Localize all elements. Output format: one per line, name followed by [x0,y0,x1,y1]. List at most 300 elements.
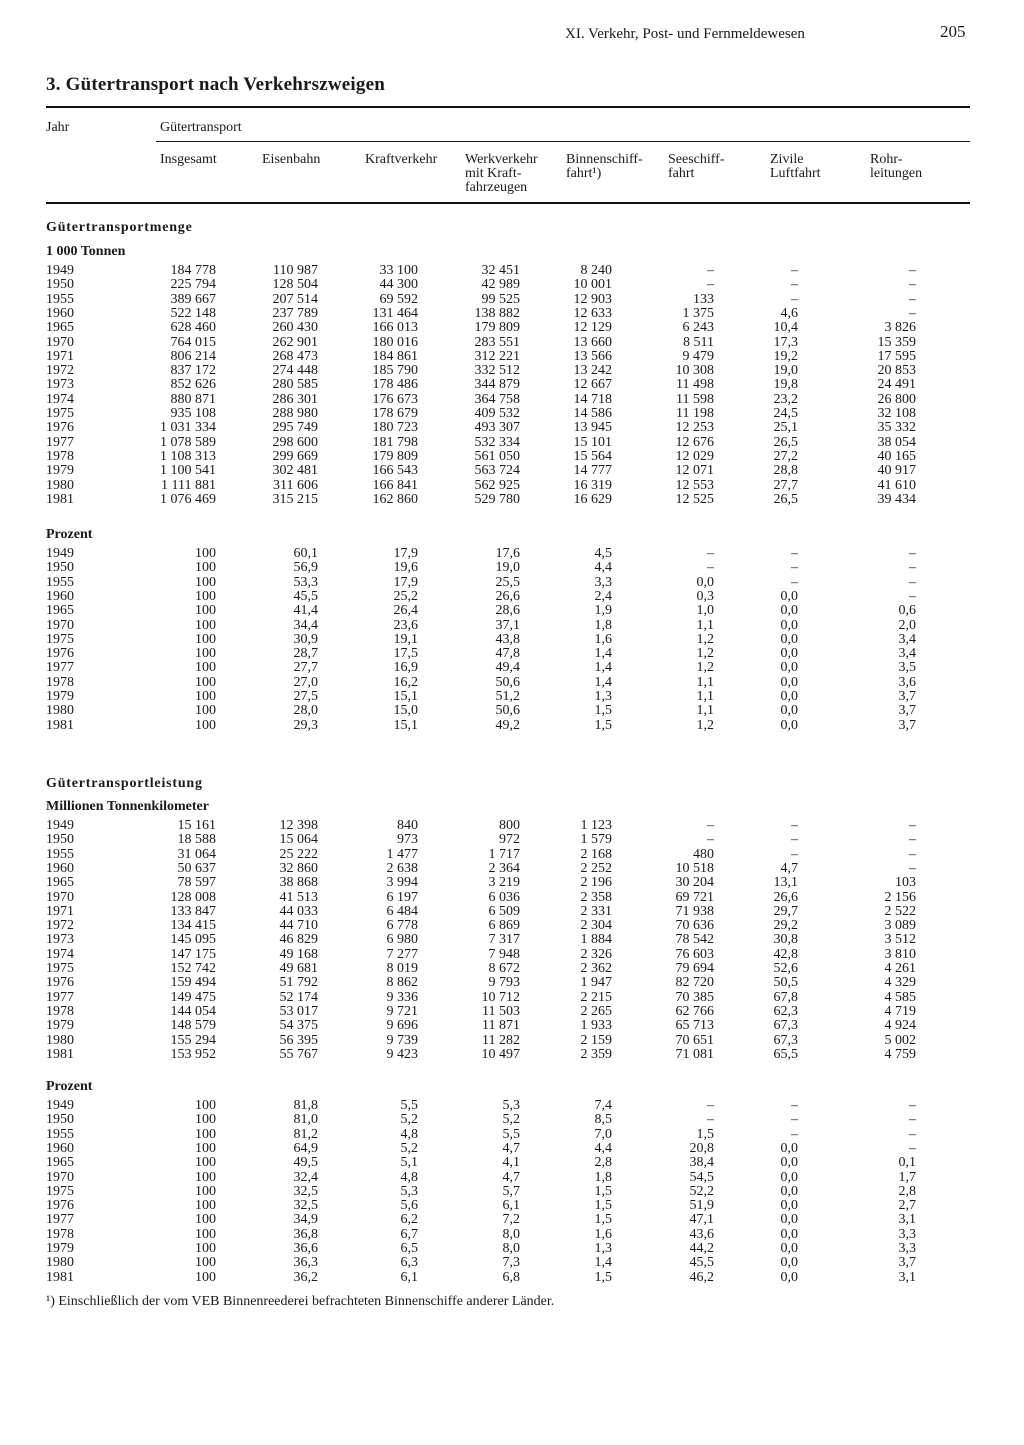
value-cell: 78 542 [675,932,714,948]
year-cell: 1955 [46,846,74,862]
value-cell: 176 673 [372,391,418,407]
value-cell: – [791,263,798,278]
value-cell: 2 156 [884,889,916,905]
value-cell: 480 [693,846,714,862]
value-cell: 1,5 [594,703,612,719]
table-row [0,818,1024,833]
value-cell: – [791,574,798,590]
value-cell: 1,1 [696,674,714,690]
table-row [0,546,1024,561]
value-cell: 1 111 881 [161,477,216,493]
year-cell: 1977 [46,989,74,1005]
year-cell: 1980 [46,1255,74,1271]
value-cell: 39 434 [877,491,916,507]
year-cell: 1972 [46,918,74,934]
value-cell: 3,5 [898,660,916,676]
value-cell: 0,0 [780,1183,798,1199]
value-cell: 30,9 [293,631,318,647]
table-row [0,492,1024,507]
value-cell: 10 497 [481,1046,520,1062]
year-cell: 1970 [46,617,74,633]
value-cell: 34,9 [293,1212,318,1228]
value-cell: 62 766 [675,1003,714,1019]
value-cell: 100 [195,1169,216,1185]
value-cell: 1 579 [580,832,612,848]
value-cell: 49,5 [293,1155,318,1171]
table-row [0,832,1024,847]
value-cell: 19,1 [393,631,418,647]
value-cell: 69 721 [675,889,714,905]
value-cell: 1,7 [898,1169,916,1185]
value-cell: 11 503 [482,1003,520,1019]
value-cell: 82 720 [675,975,714,991]
value-cell: 60,1 [293,546,318,561]
value-cell: 45,5 [293,588,318,604]
value-cell: 4 719 [884,1003,916,1019]
value-cell: 0,0 [780,660,798,676]
value-cell: 30 204 [675,875,714,891]
value-cell: 23,6 [393,617,418,633]
value-cell: 17,9 [393,574,418,590]
value-cell: 0,1 [898,1155,916,1171]
value-cell: 67,3 [773,1032,798,1048]
value-cell: 1 100 541 [160,463,216,479]
value-cell: 15 564 [573,448,612,464]
value-cell: 37,1 [495,617,520,633]
value-cell: 46 829 [279,932,318,948]
value-cell: 312 221 [474,348,520,364]
value-cell: – [791,560,798,576]
value-cell: – [791,818,798,833]
value-cell: – [707,277,714,293]
value-cell: 0,0 [696,574,714,590]
value-cell: 145 095 [170,932,216,948]
value-cell: 16,9 [393,660,418,676]
value-cell: 81,0 [293,1112,318,1128]
value-cell: 69 592 [379,291,418,307]
year-cell: 1949 [46,263,74,278]
value-cell: 78 597 [177,875,216,891]
value-cell: 0,0 [780,631,798,647]
value-cell: 1 884 [580,932,612,948]
value-cell: 29,7 [773,903,798,919]
value-cell: 149 475 [170,989,216,1005]
column-header-7: Luftfahrt [770,166,821,181]
value-cell: 1,5 [594,1212,612,1228]
value-cell: 17,3 [773,334,798,350]
column-header-6: Seeschiff- [668,152,725,167]
value-cell: 28,8 [773,463,798,479]
value-cell: 184 778 [170,263,216,278]
value-cell: 2 638 [386,860,418,876]
value-cell: 15,0 [393,703,418,719]
value-cell: 9 721 [386,1003,418,1019]
table-row [0,392,1024,407]
value-cell: 103 [895,875,916,891]
value-cell: 15 064 [279,832,318,848]
value-cell: 12 029 [675,448,714,464]
value-cell: 27,2 [773,448,798,464]
value-cell: 50 637 [177,860,216,876]
value-cell: 12 903 [573,291,612,307]
value-cell: 26 800 [877,391,916,407]
year-cell: 1955 [46,574,74,590]
value-cell: 298 600 [272,434,318,450]
year-cell: 1975 [46,631,74,647]
value-cell: 36,8 [293,1226,318,1242]
value-cell: 56 395 [279,1032,318,1048]
value-cell: 5,5 [502,1126,520,1142]
table-row [0,904,1024,919]
value-cell: 6,1 [400,1269,418,1285]
value-cell: 15 101 [573,434,612,450]
value-cell: 7,4 [594,1098,612,1113]
value-cell: 7 317 [488,932,520,948]
value-cell: 16 629 [573,491,612,507]
value-cell: 11 871 [482,1018,520,1034]
value-cell: 44,2 [689,1241,714,1256]
table-row [0,1141,1024,1156]
value-cell: 3,7 [898,717,916,733]
value-cell: 840 [397,818,418,833]
value-cell: 181 798 [372,434,418,450]
value-cell: 46,2 [689,1269,714,1285]
value-cell: 51,2 [495,689,520,704]
value-cell: 147 175 [170,946,216,962]
header-bottom-rule [46,202,970,204]
value-cell: – [791,1112,798,1128]
table-row [0,875,1024,890]
value-cell: 1,2 [696,631,714,647]
value-cell: 100 [195,1255,216,1271]
value-cell: 283 551 [474,334,520,350]
value-cell: 100 [195,1198,216,1214]
value-cell: 0,0 [780,703,798,719]
value-cell: 1,5 [594,717,612,733]
year-cell: 1973 [46,932,74,948]
value-cell: 522 148 [170,305,216,321]
value-cell: 128 008 [170,889,216,905]
year-cell: 1973 [46,377,74,393]
value-cell: 23,2 [773,391,798,407]
value-cell: 1,6 [594,1226,612,1242]
column-header-8: Rohr- [870,152,903,167]
table-row [0,1112,1024,1127]
value-cell: 3 994 [386,875,418,891]
value-cell: 38,4 [689,1155,714,1171]
value-cell: 1 123 [580,818,612,833]
value-cell: 166 841 [372,477,418,493]
value-cell: 9 479 [682,348,714,364]
value-cell: – [909,277,916,293]
value-cell: 27,7 [773,477,798,493]
value-cell: 100 [195,588,216,604]
year-cell: 1950 [46,277,74,293]
value-cell: 2,4 [594,588,612,604]
value-cell: 207 514 [272,291,318,307]
value-cell: 2 359 [580,1046,612,1062]
value-cell: 166 013 [372,320,418,336]
value-cell: 19,0 [495,560,520,576]
top-rule [46,106,970,108]
table-row [0,1127,1024,1142]
value-cell: 179 809 [372,448,418,464]
value-cell: 138 882 [474,305,520,321]
value-cell: 52,6 [773,961,798,976]
value-cell: 280 585 [272,377,318,393]
value-cell: 70 636 [675,918,714,934]
value-cell: 44 033 [279,903,318,919]
value-cell: 33 100 [379,263,418,278]
value-cell: 9 696 [386,1018,418,1034]
value-cell: 32,5 [293,1183,318,1199]
value-cell: 8,0 [502,1226,520,1242]
value-cell: 50,5 [773,975,798,991]
value-cell: 3,4 [898,631,916,647]
value-cell: 10 518 [675,860,714,876]
year-cell: 1960 [46,588,74,604]
value-cell: 100 [195,603,216,619]
column-header-1: Insgesamt [160,152,217,167]
footnote: ¹) Einschließlich der vom VEB Binnenreederei befrachteten Binnenschiffe anderer Länder. [46,1294,555,1309]
value-cell: 47,1 [689,1212,714,1228]
value-cell: 529 780 [474,491,520,507]
value-cell: 51,9 [689,1198,714,1214]
year-cell: 1978 [46,674,74,690]
value-cell: 81,8 [293,1098,318,1113]
value-cell: 2 364 [488,860,520,876]
value-cell: 1,2 [696,646,714,662]
value-cell: 4,1 [502,1155,520,1171]
value-cell: 1,4 [594,660,612,676]
value-cell: 1,8 [594,617,612,633]
value-cell: 1,1 [696,617,714,633]
value-cell: 5,7 [502,1183,520,1199]
value-cell: 100 [195,1212,216,1228]
value-cell: 133 847 [170,903,216,919]
value-cell: 6 036 [488,889,520,905]
value-cell: 493 307 [474,420,520,436]
value-cell: 0,0 [780,674,798,690]
value-cell: 100 [195,646,216,662]
value-cell: 54 375 [279,1018,318,1034]
table-row [0,575,1024,590]
value-cell: 29,3 [293,717,318,733]
value-cell: 2,8 [898,1183,916,1199]
value-cell: – [707,560,714,576]
value-cell: 7,3 [502,1255,520,1271]
table-row [0,420,1024,435]
value-cell: 10 308 [675,363,714,379]
value-cell: 3 810 [884,946,916,962]
value-cell: 225 794 [170,277,216,293]
value-cell: 12 129 [573,320,612,336]
value-cell: 6 778 [386,918,418,934]
value-cell: 288 980 [272,406,318,421]
year-cell: 1974 [46,391,74,407]
year-cell: 1980 [46,703,74,719]
year-cell: 1970 [46,334,74,350]
value-cell: 6 509 [488,903,520,919]
table-row [0,1270,1024,1285]
value-cell: 100 [195,546,216,561]
value-cell: 15 161 [177,818,216,833]
value-cell: 19,0 [773,363,798,379]
year-cell: 1970 [46,1169,74,1185]
table-row [0,1018,1024,1033]
value-cell: 65,5 [773,1046,798,1062]
column-header-8: leitungen [870,166,923,181]
value-cell: 8 240 [580,263,612,278]
year-cell: 1978 [46,1226,74,1242]
value-cell: – [909,305,916,321]
value-cell: 100 [195,703,216,719]
value-cell: 13 660 [573,334,612,350]
year-cell: 1965 [46,603,74,619]
value-cell: 1,8 [594,1169,612,1185]
value-cell: 8,0 [502,1241,520,1256]
value-cell: 179 809 [474,320,520,336]
value-cell: – [909,546,916,561]
value-cell: 71 081 [675,1046,714,1062]
value-cell: 409 532 [474,406,520,421]
value-cell: 19,6 [393,560,418,576]
value-cell: 2 265 [580,1003,612,1019]
value-cell: 166 543 [372,463,418,479]
value-cell: – [909,263,916,278]
value-cell: 5,3 [400,1183,418,1199]
value-cell: 110 987 [273,263,318,278]
value-cell: 131 464 [372,305,418,321]
year-cell: 1975 [46,961,74,976]
value-cell: 17,5 [393,646,418,662]
value-cell: 9 739 [386,1032,418,1048]
value-cell: 100 [195,689,216,704]
table-row [0,918,1024,933]
table-row [0,618,1024,633]
value-cell: 2,0 [898,617,916,633]
value-cell: 100 [195,1183,216,1199]
value-cell: 27,7 [293,660,318,676]
value-cell: 100 [195,1098,216,1113]
table-row [0,1255,1024,1270]
value-cell: 1 108 313 [160,448,216,464]
value-cell: 5,6 [400,1198,418,1214]
value-cell: 155 294 [170,1032,216,1048]
value-cell: 1,6 [594,631,612,647]
table-row [0,435,1024,450]
value-cell: 2 159 [580,1032,612,1048]
unit-heading: Prozent [46,1079,93,1094]
table-row [0,603,1024,618]
chapter-title: XI. Verkehr, Post- und Fernmeldewesen [565,26,805,42]
value-cell: 12 553 [675,477,714,493]
value-cell: 0,0 [780,1155,798,1171]
value-cell: 3,4 [898,646,916,662]
value-cell: 41,4 [293,603,318,619]
value-cell: 49,4 [495,660,520,676]
value-cell: 1,2 [696,660,714,676]
value-cell: 36,3 [293,1255,318,1271]
value-cell: 3 089 [884,918,916,934]
value-cell: 26,6 [495,588,520,604]
value-cell: 563 724 [474,463,520,479]
value-cell: 880 871 [170,391,216,407]
value-cell: 8,5 [594,1112,612,1128]
table-row [0,306,1024,321]
table-row [0,1098,1024,1113]
table-row [0,406,1024,421]
value-cell: 1,2 [696,717,714,733]
value-cell: 64,9 [293,1140,318,1156]
value-cell: 3,7 [898,1255,916,1271]
value-cell: 32 108 [877,406,916,421]
value-cell: 0,0 [780,1198,798,1214]
value-cell: 32 451 [481,263,520,278]
value-cell: 70 651 [675,1032,714,1048]
value-cell: 1 947 [580,975,612,991]
value-cell: 29,2 [773,918,798,934]
value-cell: 26,5 [773,434,798,450]
header-group: Gütertransport [160,120,242,135]
value-cell: 4 261 [884,961,916,976]
value-cell: 12 398 [279,818,318,833]
year-cell: 1970 [46,889,74,905]
value-cell: 299 669 [272,448,318,464]
value-cell: 30,8 [773,932,798,948]
year-cell: 1949 [46,1098,74,1113]
value-cell: – [791,832,798,848]
table-row [0,660,1024,675]
value-cell: 32,5 [293,1198,318,1214]
value-cell: 79 694 [675,961,714,976]
value-cell: 260 430 [272,320,318,336]
value-cell: 40 165 [877,448,916,464]
value-cell: 24,5 [773,406,798,421]
header-jahr: Jahr [46,120,70,135]
table-row [0,675,1024,690]
value-cell: 0,0 [780,1269,798,1285]
value-cell: – [909,1126,916,1142]
value-cell: 67,8 [773,989,798,1005]
value-cell: 38 868 [279,875,318,891]
value-cell: 9 793 [488,975,520,991]
table-row [0,1047,1024,1062]
table-row [0,349,1024,364]
value-cell: 49 168 [279,946,318,962]
value-cell: 25,1 [773,420,798,436]
value-cell: – [909,560,916,576]
value-cell: 49,2 [495,717,520,733]
value-cell: 315 215 [272,491,318,507]
value-cell: 5,2 [502,1112,520,1128]
value-cell: 9 423 [386,1046,418,1062]
value-cell: 935 108 [170,406,216,421]
value-cell: 42,8 [773,946,798,962]
year-cell: 1965 [46,1155,74,1171]
value-cell: 0,0 [780,1226,798,1242]
value-cell: 50,6 [495,674,520,690]
value-cell: 562 925 [474,477,520,493]
value-cell: 1 031 334 [160,420,216,436]
column-header-2: Eisenbahn [262,152,321,167]
table-row [0,632,1024,647]
value-cell: 19,2 [773,348,798,364]
value-cell: 26,6 [773,889,798,905]
value-cell: 5,5 [400,1098,418,1113]
table-row [0,646,1024,661]
value-cell: 6,3 [400,1255,418,1271]
